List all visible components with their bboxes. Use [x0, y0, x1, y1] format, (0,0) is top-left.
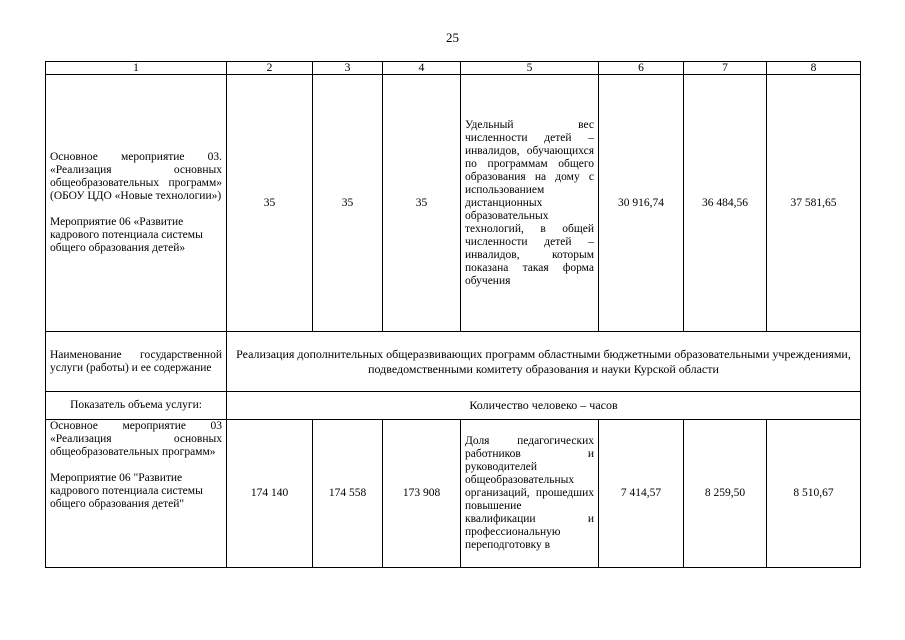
value-cell: 37 581,65 [767, 75, 861, 332]
event-cell [46, 420, 227, 568]
event-cell [46, 75, 227, 332]
value-cell: 8 259,50 [684, 420, 767, 568]
service-value: Реализация дополнительных общеразвивающих программ областными бюджетными образовательными учреждениями, подведомственными комитету образования и науки Курской области [227, 332, 861, 392]
value-cell: 35 [383, 75, 461, 332]
indicator-cell: Доля педагогических работников и руководителей общеобразовательных организаций, прошедших повышение квалификации и профессиональную переподготовку в [461, 420, 599, 568]
header-cell: 6 [599, 62, 684, 75]
volume-label: Показатель объема услуги: [46, 392, 227, 420]
table-row [46, 420, 861, 568]
value-cell: 35 [227, 75, 313, 332]
volume-value: Количество человеко – часов [227, 392, 861, 420]
indicator-cell: Удельный вес численности детей – инвалидов, обучающихся по программам общего образования на дому с использованием дистанционных образовательных технологий, в общей численности детей – инвалидов, которым показана такая форма обучения [461, 75, 599, 332]
page-number: 25 [446, 30, 459, 45]
main-event-text: Основное мероприятие 03 «Реализация основных общеобразовательных программ» [50, 420, 222, 458]
budget-table [45, 61, 861, 568]
table-row [46, 75, 861, 332]
sub-event-text: Мероприятие 06 "Развитие кадрового потенциала системы общего образования детей" [50, 472, 203, 510]
main-event-text: Основное мероприятие 03. «Реализация основных общеобразовательных программ» (ОБОУ ЦДО «Новые технологии») [50, 151, 222, 202]
header-cell: 5 [461, 62, 599, 75]
value-cell: 36 484,56 [684, 75, 767, 332]
value-cell: 7 414,57 [599, 420, 684, 568]
header-cell: 3 [313, 62, 383, 75]
header-cell: 4 [383, 62, 461, 75]
service-row [46, 332, 861, 392]
sub-event-text: Мероприятие 06 «Развитие кадрового потенциала системы общего образования детей» [50, 216, 203, 254]
header-cell: 1 [46, 62, 227, 75]
value-cell: 174 558 [313, 420, 383, 568]
header-row [46, 62, 861, 75]
header-cell: 7 [684, 62, 767, 75]
value-cell: 35 [313, 75, 383, 332]
value-cell: 8 510,67 [767, 420, 861, 568]
value-cell: 173 908 [383, 420, 461, 568]
header-cell: 2 [227, 62, 313, 75]
header-cell: 8 [767, 62, 861, 75]
value-cell: 30 916,74 [599, 75, 684, 332]
service-label: Наименование государственной услуги (работы) и ее содержание [46, 332, 227, 392]
value-cell: 174 140 [227, 420, 313, 568]
volume-row [46, 392, 861, 420]
